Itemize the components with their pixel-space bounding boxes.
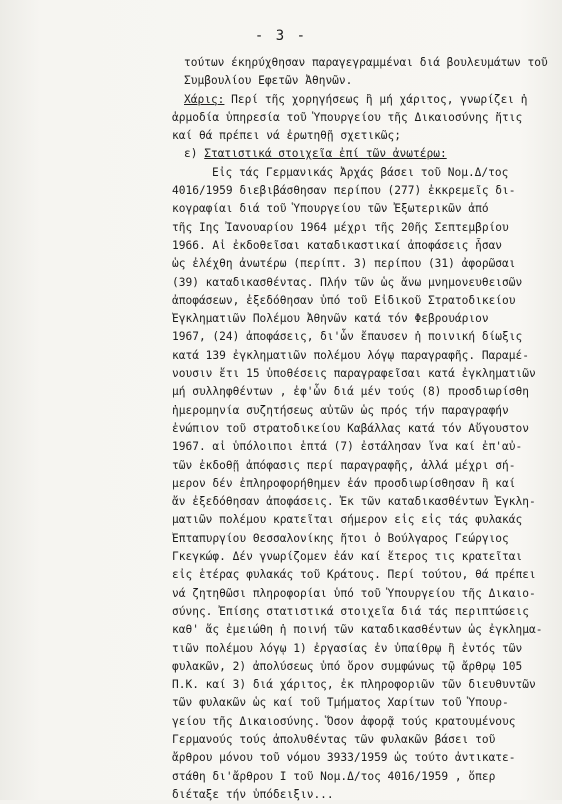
text-line: 1967, (24) ἀποφάσεις, δι'ὧν ἔπαυσεν ἡ ποινική δίωξις bbox=[172, 330, 523, 344]
text-line: 1967. αἱ ὑπόλοιποι ἑπτά (7) ἐστάλησαν ἵνα καί ἐπ'αὐ- bbox=[172, 440, 523, 454]
text-line: μή συλληφθέντων , ἐφ'ὧν διά μέν τούς (8) προσδιωρίσθη bbox=[172, 385, 529, 399]
text-line: τιῶν πολέμου λόγῳ 1) ἐργασίας ἐν ὑπαίθρῳ ἢ ἐντός τῶν bbox=[172, 641, 523, 655]
section-heading-prefix: ε) bbox=[184, 147, 205, 161]
text-line: Συμβουλίου Εφετῶν Ἀθηνῶν. bbox=[184, 74, 353, 88]
text-line: τῶν ἐκδοθῇ ἀπόφασις περί παραγραφῆς, ἀλλά μέχρι σή- bbox=[172, 458, 516, 472]
text-line: Γκεγκώφ. Δέν γνωρίζομεν ἐάν καί ἕτερος τις κρατεῖται bbox=[172, 550, 523, 564]
text-line: Π.Κ. καί 3) διά χάριτος, ἐκ πληροφοριῶν τῶν διευθυντῶν bbox=[172, 678, 536, 692]
text-line: κογραφίαι διά τοῦ Ὑπουργείου τῶν Ἐξωτερικῶν ἀπό bbox=[172, 202, 489, 216]
text-line: μερον δέν ἐπληροφορήθημεν ἐάν προσδιωρίσθησαν ἢ καί bbox=[172, 476, 516, 490]
text-line: τῶν φυλακῶν ὡς καί τοῦ Τμήματος Χαρίτων τοῦ Ὑπουρ- bbox=[172, 696, 509, 710]
section-heading bbox=[172, 145, 552, 163]
text-line: κατά 139 ἐγκληματιῶν πολέμου λόγῳ παραγραφῆς. Παραμέ- bbox=[172, 348, 529, 362]
text-line: Εἰς τάς Γερμανικάς Ἀρχάς βάσει τοῦ Νομ.Δ/τος bbox=[212, 165, 509, 179]
text-line: ματιῶν πολέμου κρατεῖται σήμερον εἰς εἰς τάς φυλακάς bbox=[172, 513, 523, 527]
text-line: τούτων έκηρύχθησαν παραγεγραμμέναι διά βουλευμάτων τοῦ bbox=[184, 56, 548, 69]
text-line: ἄν ἐξεδόθησαν ἀποφάσεις. Ἐκ τῶν καταδικασθέντων Ἐγκλη- bbox=[172, 495, 536, 509]
text-line: καί θά πρέπει νά ἐρωτηθῇ σχετικῶς; bbox=[172, 129, 402, 143]
text-line: τῆς Ιης Ἰανουαρίου 1964 μέχρι τῆς 20ῆς Σεπτεμβρίου bbox=[172, 220, 509, 234]
text-line: ἀποφάσεων, ἐξεδόθησαν ὑπό τοῦ Εἰδικοῦ Στρατοδικείου bbox=[172, 293, 516, 307]
text-line: διέταξε τήν ὑπόδειξιν... bbox=[172, 787, 334, 801]
text-line: σύνης. Ἐπίσης στατιστικά στοιχεῖα διά τάς περιπτώσεις bbox=[172, 604, 529, 618]
charis-line bbox=[172, 91, 552, 109]
text-line: νά ζητηθῶσι πληροφορίαι ὑπό τοῦ Ὑπουργείου τῆς Δικαιο- bbox=[172, 586, 536, 600]
charis-text: Περί τῆς χορηγήσεως ἢ μή χάριτος, γνωρίζει ἡ bbox=[224, 92, 528, 106]
text-line: ἄρθρου μόνου τοῦ νόμου 3933/1959 ὡς τούτο ἀντικατε- bbox=[172, 751, 516, 765]
text-line: ὡς ἐλέχθη ἀνωτέρω (περίπτ. 3) περίπου (31) ἀφορῶσαι bbox=[172, 257, 516, 271]
text-line: καθ' ἅς ἐμειώθη ἡ ποινή τῶν καταδικασθέντων ὡς ἐγκλημα- bbox=[172, 623, 543, 637]
text-line: εἰς ἑτέρας φυλακάς τοῦ Κράτους. Περί τούτου, θά πρέπει bbox=[172, 568, 536, 582]
text-line: 1966. Αἱ ἐκδοθεῖσαι καταδικαστικαί ἀποφάσεις ἦσαν bbox=[172, 238, 503, 252]
charis-label: Χάρις: bbox=[184, 92, 225, 106]
section-heading-text: Στατιστικά στοιχεῖα ἐπί τῶν ἀνωτέρω: bbox=[204, 147, 447, 161]
text-line: ἡμερομηνία συζητήσεως αὐτῶν ὡς πρός τήν παραγραφήν bbox=[172, 403, 509, 417]
text-line: Ἐγκληματιῶν Πολέμου Ἀθηνῶν κατά τόν Φεβρουάριον bbox=[172, 312, 489, 326]
paragraph-top bbox=[172, 54, 552, 804]
text-line: στάθη δι'ἄρθρου I τοῦ Νομ.Δ/τος 4016/1959 , ὅπερ bbox=[172, 769, 496, 783]
text-line: φυλακῶν, 2) ἀπολύσεως ὑπό ὅρον συμφώνως τῷ ἄρθρῳ 105 bbox=[172, 659, 523, 673]
text-line: Ἑπταπυργίου Θεσσαλονίκης ἤτοι ὁ Βούλγαρος Γεώργιος bbox=[172, 531, 509, 545]
page-number: - 3 - bbox=[254, 28, 308, 44]
text-line: (39) καταδικασθέντας. Πλήν τῶν ὡς ἄνω μνημονευθεισῶν bbox=[172, 275, 523, 289]
text-line: Γερμανούς τούς ἀπολυθέντας τῶν φυλακῶν βάσει τοῦ bbox=[172, 732, 496, 746]
text-line: ἁρμοδία ὑπηρεσία τοῦ Ὑπουργείου τῆς Δικαιοσύνης ἥτις bbox=[172, 110, 523, 124]
text-line: νουσιν ἔτι 15 ὑποθέσεις παραγραφεῖσαι κατά ἐγκληματιῶν bbox=[172, 367, 536, 381]
text-line: 4016/1959 διεβιβάσθησαν περίπου (277) ἐκκρεμεῖς δι- bbox=[172, 184, 516, 198]
text-line: γείου τῆς Δικαιοσύνης. Ὅσον ἀφορᾷ τούς κρατουμένους bbox=[172, 714, 516, 728]
text-line: ἐνώπιον τοῦ στρατοδικείου Καβάλλας κατά τόν Αὔγουστον bbox=[172, 421, 529, 435]
